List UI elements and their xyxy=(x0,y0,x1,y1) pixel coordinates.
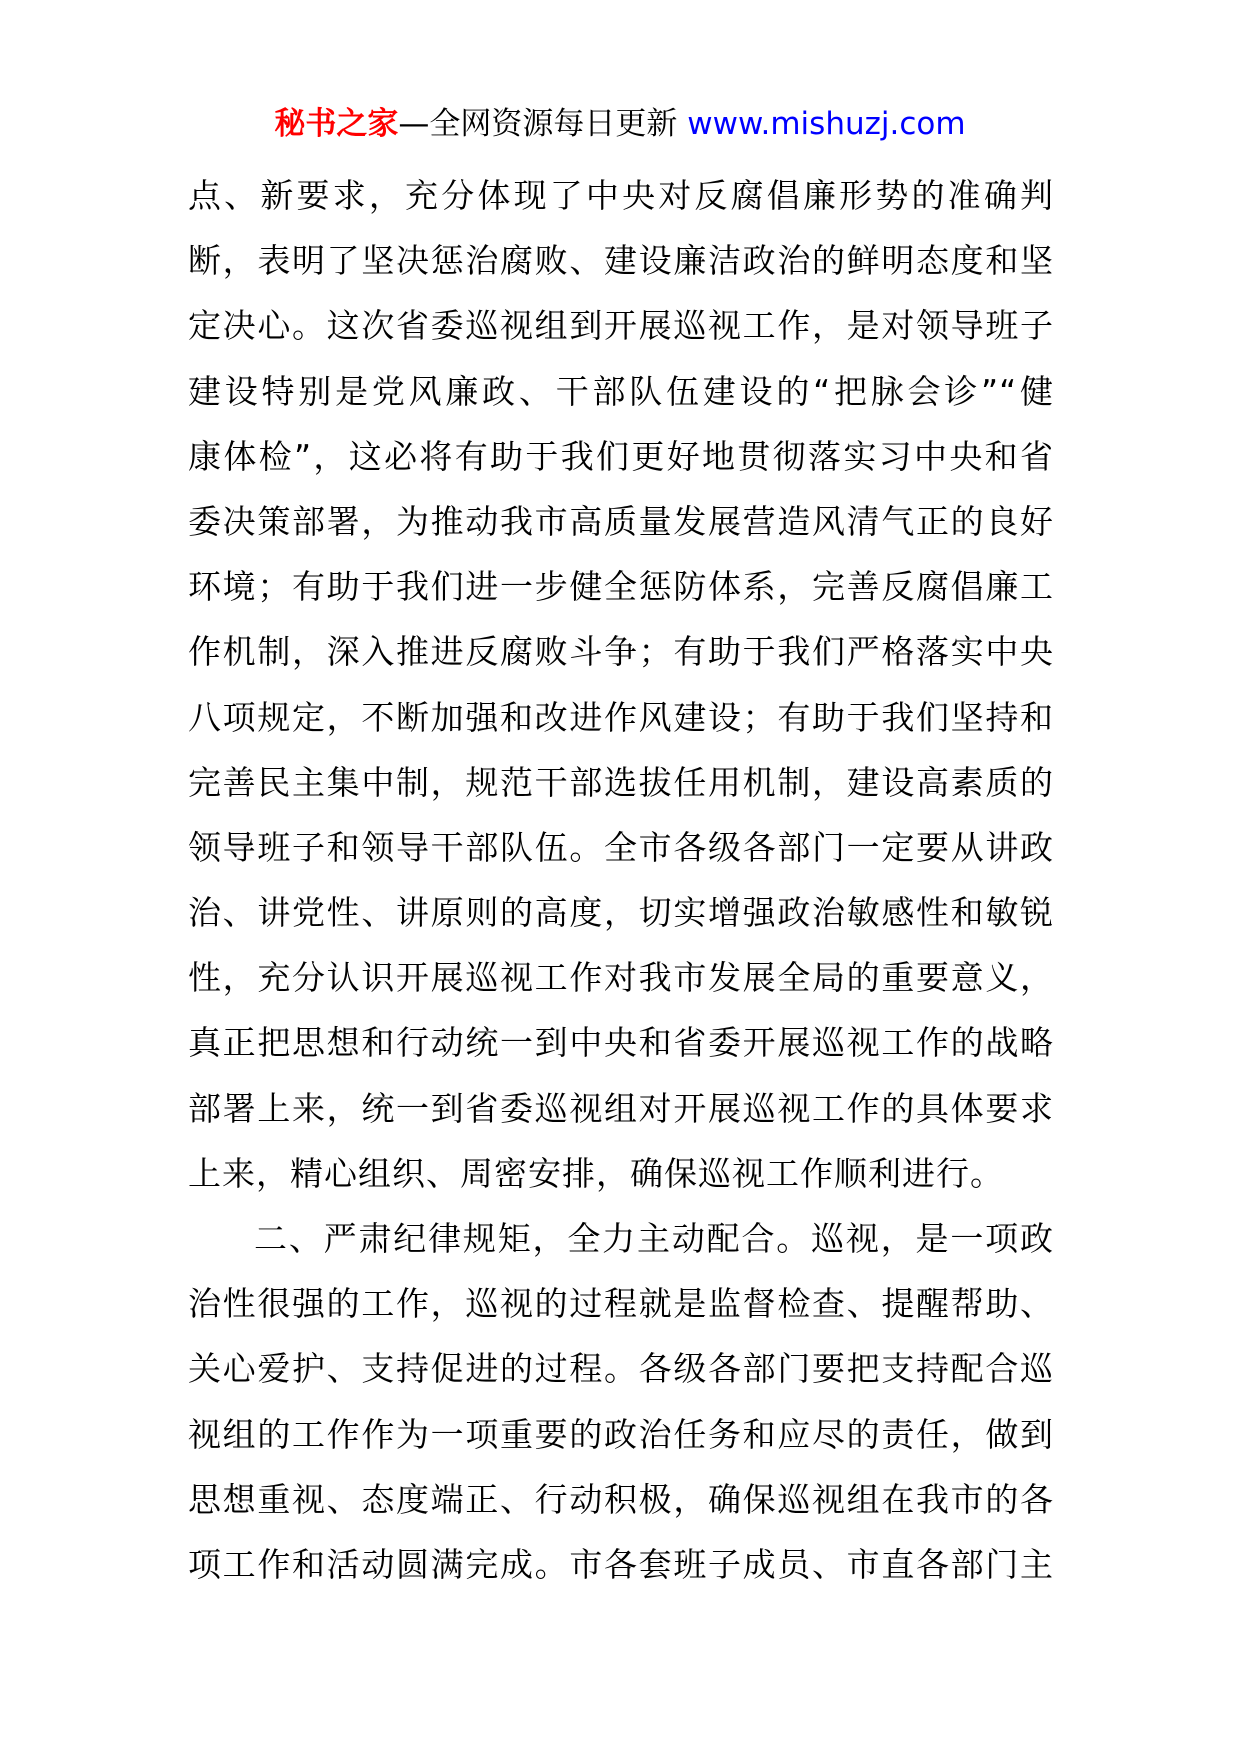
body-line-paragraph-end: 上来，精心组织、周密安排，确保巡视工作顺利进行。 xyxy=(188,1153,1004,1193)
body-line: 视组的工作作为一项重要的政治任务和应尽的责任，做到 xyxy=(188,1414,1054,1454)
document-body xyxy=(188,163,1054,1597)
body-line: 康体检”，这必将有助于我们更好地贯彻落实习中央和省 xyxy=(188,436,1054,476)
body-line: 建设特别是党风廉政、干部队伍建设的“把脉会诊”“健 xyxy=(188,371,1054,411)
body-line: 部署上来，统一到省委巡视组对开展巡视工作的具体要求 xyxy=(188,1088,1054,1128)
body-line: 完善民主集中制，规范干部选拔任用机制，建设高素质的 xyxy=(188,762,1054,802)
body-line: 真正把思想和行动统一到中央和省委开展巡视工作的战略 xyxy=(188,1023,1054,1063)
header-url: www.mishuzj.com xyxy=(687,106,966,142)
body-line: 委决策部署，为推动我市高质量发展营造风清气正的良好 xyxy=(188,501,1054,541)
body-line: 断，表明了坚决惩治腐败、建设廉洁政治的鲜明态度和坚 xyxy=(188,241,1054,281)
body-line: 作机制，深入推进反腐败斗争；有助于我们严格落实中央 xyxy=(188,632,1054,672)
header-tagline: —全网资源每日更新 xyxy=(398,106,688,142)
body-line: 八项规定，不断加强和改进作风建设；有助于我们坚持和 xyxy=(188,697,1054,737)
body-line: 治、讲党性、讲原则的高度，切实增强政治敏感性和敏锐 xyxy=(188,893,1054,933)
header-brand: 秘书之家 xyxy=(274,106,399,142)
body-line: 领导班子和领导干部队伍。全市各级各部门一定要从讲政 xyxy=(188,827,1054,867)
body-line-section-heading: 二、严肃纪律规矩，全力主动配合。巡视，是一项政 xyxy=(254,1219,1054,1258)
watermark-header xyxy=(0,98,1240,150)
body-line: 环境；有助于我们进一步健全惩防体系，完善反腐倡廉工 xyxy=(188,567,1054,607)
body-line: 关心爱护、支持促进的过程。各级各部门要把支持配合巡 xyxy=(188,1349,1054,1389)
body-line: 性，充分认识开展巡视工作对我市发展全局的重要意义， xyxy=(188,958,1054,998)
body-line: 思想重视、态度端正、行动积极，确保巡视组在我市的各 xyxy=(188,1479,1054,1519)
body-line: 定决心。这次省委巡视组到开展巡视工作，是对领导班子 xyxy=(188,306,1054,346)
body-line: 项工作和活动圆满完成。市各套班子成员、市直各部门主 xyxy=(188,1544,1054,1584)
body-line: 治性很强的工作，巡视的过程就是监督检查、提醒帮助、 xyxy=(188,1284,1054,1324)
body-line: 点、新要求，充分体现了中央对反腐倡廉形势的准确判 xyxy=(188,176,1054,215)
